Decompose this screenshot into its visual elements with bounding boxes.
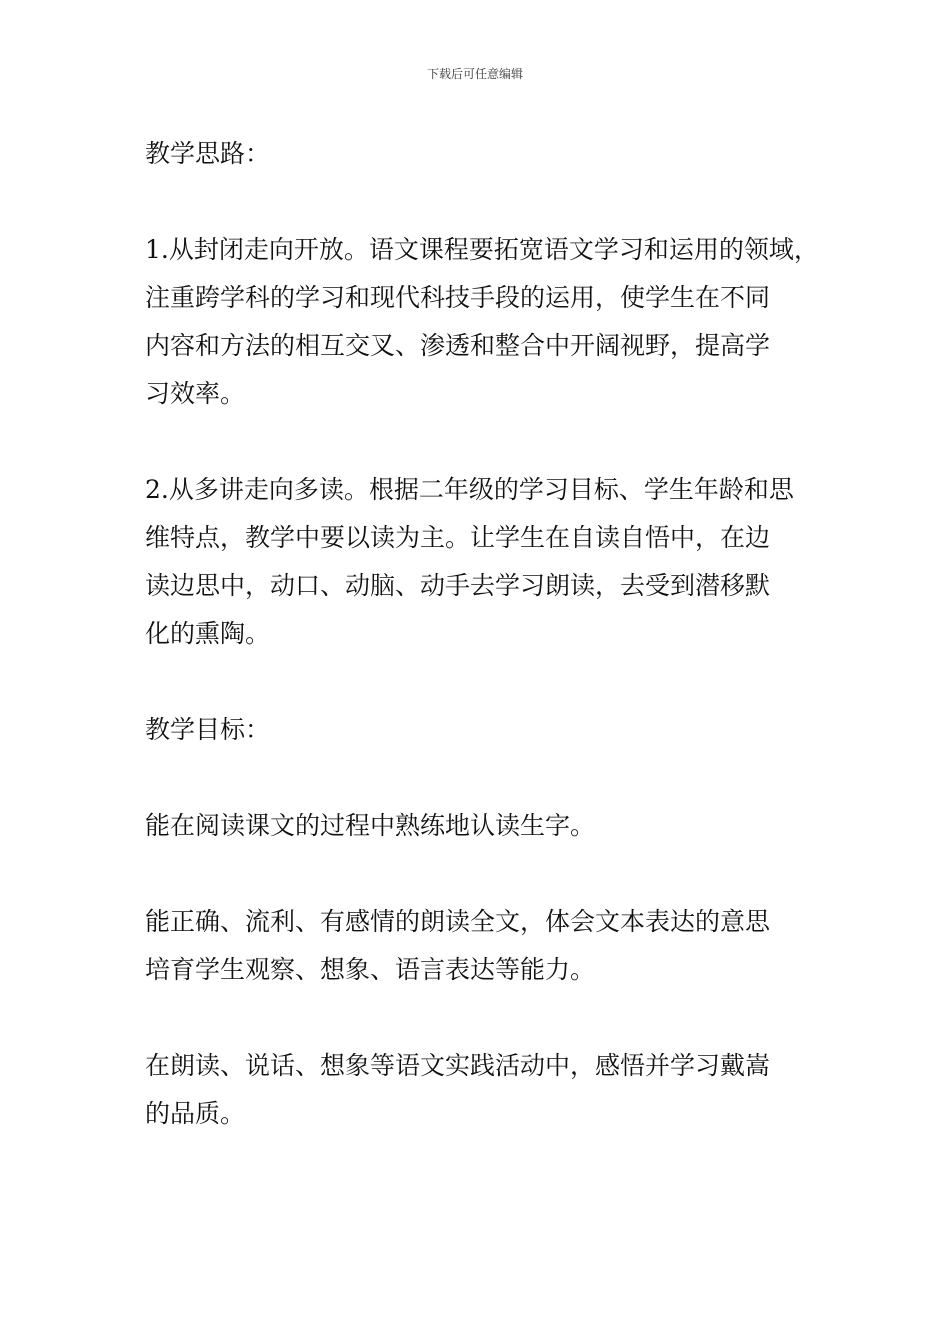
paragraph-approach-2 xyxy=(145,466,820,658)
heading-teaching-approach: 教学思路： xyxy=(145,139,271,168)
text-line: 1.从封闭走向开放。语文课程要拓宽语文学习和运用的领域， xyxy=(145,235,819,264)
text-line: 维特点，教学中要以读为主。让学生在自读自悟中，在边 xyxy=(145,523,771,552)
heading-teaching-goals: 教学目标： xyxy=(145,715,271,744)
text-line: 在朗读、说话、想象等语文实践活动中，感悟并学习戴嵩 xyxy=(145,1051,771,1080)
page-header: 下载后可任意编辑 xyxy=(426,67,523,81)
goal-1: 能在阅读课文的过程中熟练地认读生字。 xyxy=(145,811,596,840)
goal-3 xyxy=(145,1042,820,1138)
paragraph-approach-1 xyxy=(145,226,820,418)
text-line: 习效率。 xyxy=(145,379,246,408)
text-line: 内容和方法的相互交叉、渗透和整合中开阔视野，提高学 xyxy=(145,331,771,360)
text-line: 注重跨学科的学习和现代科技手段的运用，使学生在不同 xyxy=(145,283,771,312)
text-line: 能正确、流利、有感情的朗读全文，体会文本表达的意思 xyxy=(145,907,771,936)
text-line: 化的熏陶。 xyxy=(145,619,271,648)
document-body xyxy=(145,130,820,1138)
text-line: 读边思中，动口、动脑、动手去学习朗读，去受到潜移默 xyxy=(145,571,771,600)
text-line: 2.从多讲走向多读。根据二年级的学习目标、学生年龄和思 xyxy=(145,475,794,504)
text-line: 培育学生观察、想象、语言表达等能力。 xyxy=(145,955,596,984)
text-line: 的品质。 xyxy=(145,1099,246,1128)
goal-2 xyxy=(145,898,820,994)
